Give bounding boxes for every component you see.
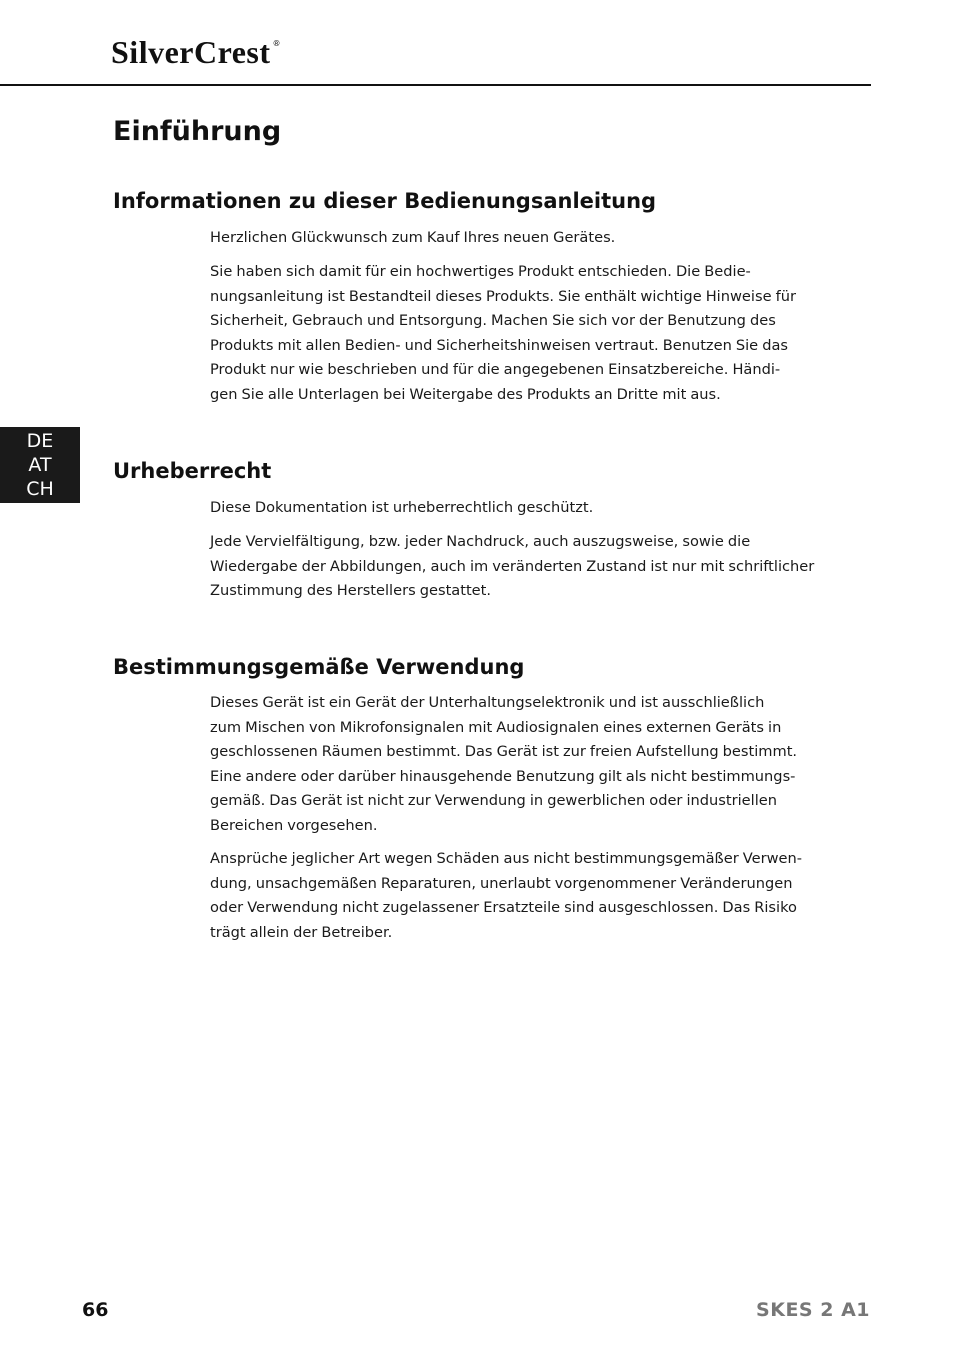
paragraph — [210, 496, 860, 521]
page-title: Einführung — [113, 116, 282, 147]
brand-logo — [111, 36, 281, 68]
text-line: oder Verwendung nicht zugelassener Ersatzteile sind ausgeschlossen. Das Risiko — [210, 899, 797, 917]
text-line: Sicherheit, Gebrauch und Entsorgung. Machen Sie sich vor der Benutzung des — [210, 312, 776, 330]
language-code-at: AT — [28, 454, 52, 476]
registered-mark: ® — [272, 39, 282, 48]
text-line: Bereichen vorgesehen. — [210, 816, 378, 834]
text-line: Sie haben sich damit für ein hochwertiges Produkt entschieden. Die Bedie- — [210, 263, 751, 280]
paragraph — [210, 691, 860, 839]
text-line: Dieses Gerät ist ein Gerät der Unterhaltungselektronik und ist ausschließlich — [210, 694, 765, 711]
text-line: nungsanleitung ist Bestandteil dieses Produkts. Sie enthält wichtige Hinweise für — [210, 287, 796, 305]
brand-logo-text: SilverCrest — [111, 34, 271, 70]
text-line: gemäß. Das Gerät ist nicht zur Verwendung in gewerblichen oder industriellen — [210, 792, 777, 810]
paragraph — [210, 226, 860, 251]
text-line: Zustimmung des Herstellers gestattet. — [210, 582, 492, 600]
page-number: 66 — [82, 1299, 109, 1321]
section-heading-urheberrecht: Urheberrecht — [113, 459, 272, 483]
text-line: trägt allein der Betreiber. — [210, 923, 393, 941]
paragraph — [210, 530, 860, 604]
language-code-de: DE — [26, 430, 54, 452]
section-heading-bedienungsanleitung: Informationen zu dieser Bedienungsanleitung — [113, 189, 657, 213]
model-number: SKES 2 A1 — [756, 1299, 870, 1321]
text-line: geschlossenen Räumen bestimmt. Das Gerät ist zur freien Aufstellung bestimmt. — [210, 743, 798, 761]
header-divider — [0, 84, 871, 86]
text-line: Herzlichen Glückwunsch zum Kauf Ihres neuen Gerätes. — [210, 229, 616, 246]
text-line: gen Sie alle Unterlagen bei Weitergabe des Produkts an Dritte mit aus. — [210, 385, 721, 403]
text-line: Jede Vervielfältigung, bzw. jeder Nachdruck, auch auszugsweise, sowie die — [210, 533, 751, 550]
text-line: Wiedergabe der Abbildungen, auch im veränderten Zustand ist nur mit schriftlicher — [210, 557, 815, 575]
text-line: zum Mischen von Mikrofonsignalen mit Audiosignalen eines externen Geräts in — [210, 718, 782, 736]
text-line: Diese Dokumentation ist urheberrechtlich geschützt. — [210, 499, 594, 516]
section-heading-verwendung: Bestimmungsgemäße Verwendung — [113, 655, 525, 679]
text-line: Produkt nur wie beschrieben und für die angegebenen Einsatzbereiche. Händi- — [210, 361, 781, 379]
text-line: dung, unsachgemäßen Reparaturen, unerlaubt vorgenommener Veränderungen — [210, 874, 793, 892]
paragraph — [210, 847, 860, 945]
text-line: Eine andere oder darüber hinausgehende Benutzung gilt als nicht bestimmungs- — [210, 767, 796, 785]
text-line: Produkts mit allen Bedien- und Sicherheitshinweisen vertraut. Benutzen Sie das — [210, 336, 789, 354]
language-code-ch: CH — [26, 478, 54, 500]
text-line: Ansprüche jeglicher Art wegen Schäden aus nicht bestimmungsgemäßer Verwen- — [210, 850, 802, 867]
paragraph — [210, 260, 860, 408]
language-tab — [0, 427, 80, 503]
